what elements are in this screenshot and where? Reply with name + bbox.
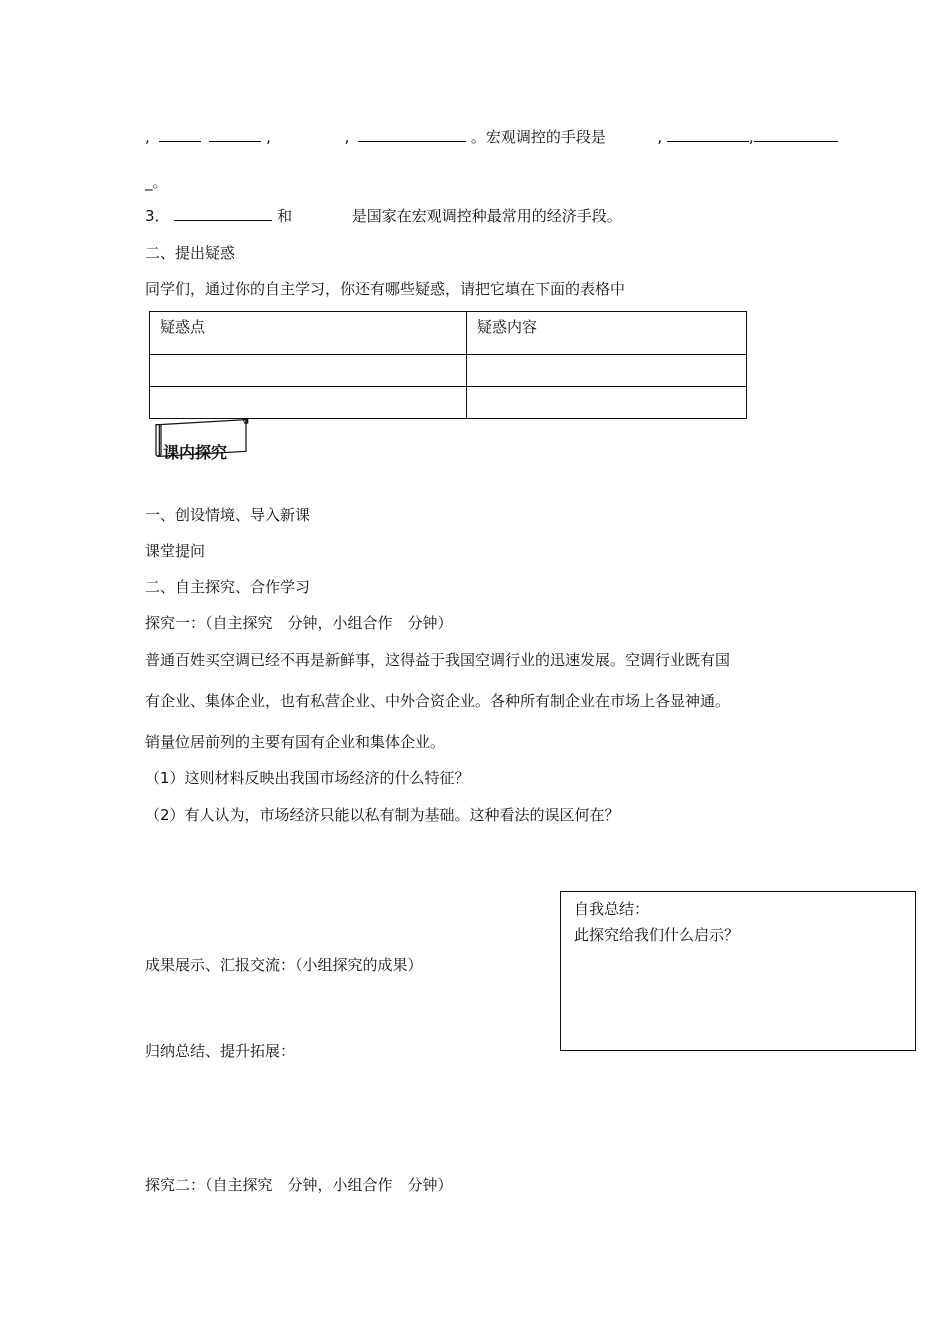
material-line-3: 销量位居前列的主要有国有企业和集体企业。 [145,733,446,751]
question-1: （1）这则材料反映出我国市场经济的什么特征？ [145,769,470,787]
table-header-doubt-point: 疑惑点 [150,312,467,355]
blank-field-3[interactable] [358,127,466,142]
comma-2: , [266,128,271,146]
section-1-title: 一、创设情境、导入新课 [145,506,311,524]
self-summary-title: 自我总结： [574,900,650,918]
classroom-question: 课堂提问 [145,542,206,560]
fill-in-line-2: _。 [145,173,168,191]
table-cell[interactable] [150,387,467,419]
results-display: 成果展示、汇报交流：（小组探究的成果） [145,956,423,974]
item-3-rest: 是国家在宏观调控种最常用的经济手段。 [351,207,622,225]
blank-field-5[interactable] [754,127,838,142]
comma-5: , [748,128,754,146]
fill-in-line-1 [145,127,838,147]
table-row [150,387,747,419]
item-3 [145,206,622,226]
material-line-1: 普通百姓买空调已经不再是新鲜事，这得益于我国空调行业的迅速发展。空调行业既有国 [145,651,731,669]
section-2-title: 二、自主探究、合作学习 [145,578,311,596]
blank-field-6[interactable] [174,206,272,221]
explore-1-heading: 探究一：（自主探究 分钟，小组合作 分钟） [145,614,453,632]
comma-4: , [657,128,663,146]
table-header-doubt-content: 疑惑内容 [467,312,747,355]
blank-field-2[interactable] [209,127,261,142]
table-cell[interactable] [150,355,467,387]
section-doubt-instruction: 同学们，通过你的自主学习，你还有哪些疑惑，请把它填在下面的表格中 [145,280,626,298]
doubt-table [149,311,747,419]
summary-extension: 归纳总结、提升拓展： [145,1042,296,1060]
comma-3: , [344,128,350,146]
table-cell[interactable] [467,355,747,387]
self-summary-question: 此探究给我们什么启示？ [574,926,740,944]
blank-field-4[interactable] [667,127,749,142]
section-doubt-title: 二、提出疑惑 [145,244,236,262]
material-line-2: 有企业、集体企业，也有私营企业、中外合资企业。各种所有制企业在市场上各显神通。 [145,692,731,710]
explore-2-heading: 探究二：（自主探究 分钟，小组合作 分钟） [145,1176,453,1194]
macro-control-means-text: 。宏观调控的手段是 [470,128,606,146]
banner-label: 课内探究 [163,443,228,462]
blank-field-1[interactable] [159,127,201,142]
comma-1: , [145,128,150,146]
table-cell[interactable] [467,387,747,419]
self-summary-box[interactable] [560,891,916,1051]
question-2: （2）有人认为，市场经济只能以私有制为基础。这种看法的误区何在？ [145,806,620,824]
item-3-number: 3． [145,207,170,225]
table-header-row [150,312,747,355]
table-row [150,355,747,387]
item-3-and: 和 [277,207,293,225]
